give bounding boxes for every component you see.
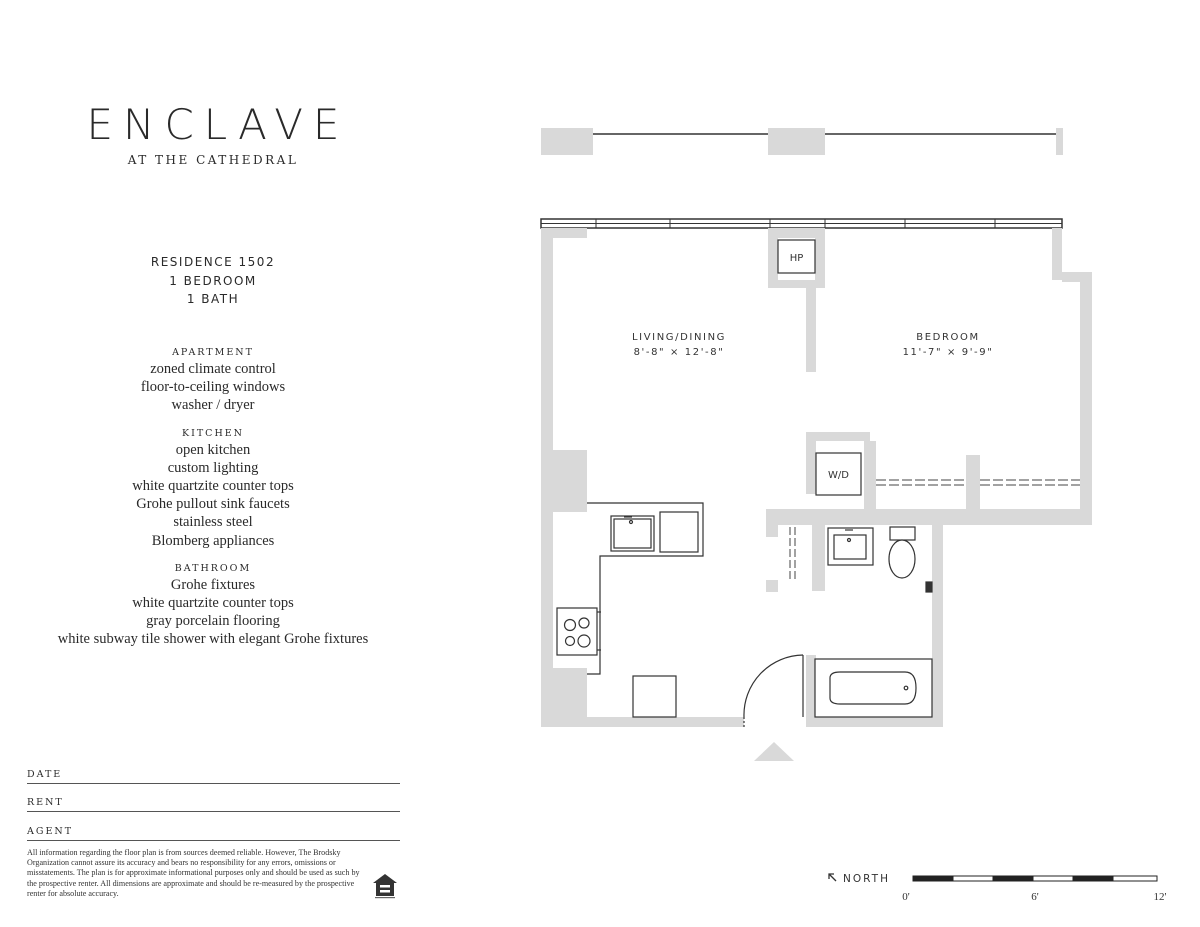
feature-item: washer / dryer <box>171 397 255 414</box>
bathroom <box>815 527 932 717</box>
feature-item: open kitchen <box>175 441 251 458</box>
feature-item: Blomberg appliances <box>151 532 275 549</box>
feature-item: white quartzite counter tops <box>132 478 294 495</box>
feature-item: gray porcelain flooring <box>146 613 280 630</box>
window-wall <box>541 219 1062 228</box>
residence-unit: RESIDENCE 1502 <box>150 255 276 269</box>
feature-heading: BATHROOM <box>174 562 252 574</box>
feature-item: Grohe pullout sink faucets <box>136 496 290 513</box>
scale-bar <box>913 876 1157 881</box>
room-dimensions-living: 8'-8" × 12'-8" <box>633 347 725 358</box>
residence-bedrooms: 1 BEDROOM <box>169 273 257 288</box>
feature-item: Grohe fixtures <box>170 576 256 593</box>
feature-item: custom lighting <box>167 459 259 476</box>
brand-subtitle: AT THE CATHEDRAL <box>127 153 299 167</box>
feature-item: white quartzite counter tops <box>132 595 294 612</box>
feature-item: floor-to-ceiling windows <box>140 379 286 396</box>
feature-heading: APARTMENT <box>172 347 254 358</box>
scale-tick-0: 0' <box>902 891 910 903</box>
entry-arrow-icon <box>754 742 794 761</box>
feature-heading: KITCHEN <box>182 427 244 439</box>
rent-field[interactable] <box>27 784 400 813</box>
terrace-strip <box>541 128 1063 155</box>
agent-form <box>27 755 400 841</box>
scale-tick-6: 6' <box>1031 891 1039 903</box>
room-dimensions-bedroom: 11'-7" × 9'-9" <box>902 347 994 358</box>
north-label: NORTH <box>843 873 890 885</box>
washer-dryer-label: W/D <box>828 470 849 481</box>
residence-info <box>0 253 426 309</box>
feature-group-bathroom <box>0 562 426 649</box>
disclaimer: All information regarding the floor plan is from sources deemed reliable. However, The Brodsky Organization cannot assure its accuracy and bears no responsibility for any errors, omissions or misstatements. The plan is for approximate informational purposes only and should be used as such by the prospective renter. All dimensions are approximate and should be re-measured by the prospective renter for absolute accuracy. <box>27 848 360 898</box>
feature-item: white subway tile shower with elegant Grohe fixtures <box>57 631 369 648</box>
agent-field[interactable] <box>27 812 400 841</box>
rent-label: RENT <box>27 797 64 808</box>
feature-item: stainless steel <box>173 514 253 531</box>
scale-tick-12: 12' <box>1153 891 1167 903</box>
feature-group-kitchen <box>0 427 426 550</box>
room-name-living: LIVING/DINING <box>631 332 727 343</box>
date-label: DATE <box>27 768 63 780</box>
features-list <box>0 346 426 661</box>
entry-door <box>744 655 803 727</box>
agent-label: AGENT <box>27 825 74 837</box>
residence-baths: 1 BATH <box>186 292 240 306</box>
date-field[interactable] <box>27 755 400 784</box>
feature-item: zoned climate control <box>150 361 276 377</box>
feature-group-apartment <box>0 346 426 415</box>
north-arrow-icon <box>829 874 836 881</box>
room-name-bedroom: BEDROOM <box>916 332 980 343</box>
equal-housing-opportunity-icon <box>371 872 399 900</box>
brand-logo <box>60 100 366 167</box>
heat-pump-label: HP <box>789 253 804 264</box>
brand-name: ENCLAVE <box>86 100 350 149</box>
